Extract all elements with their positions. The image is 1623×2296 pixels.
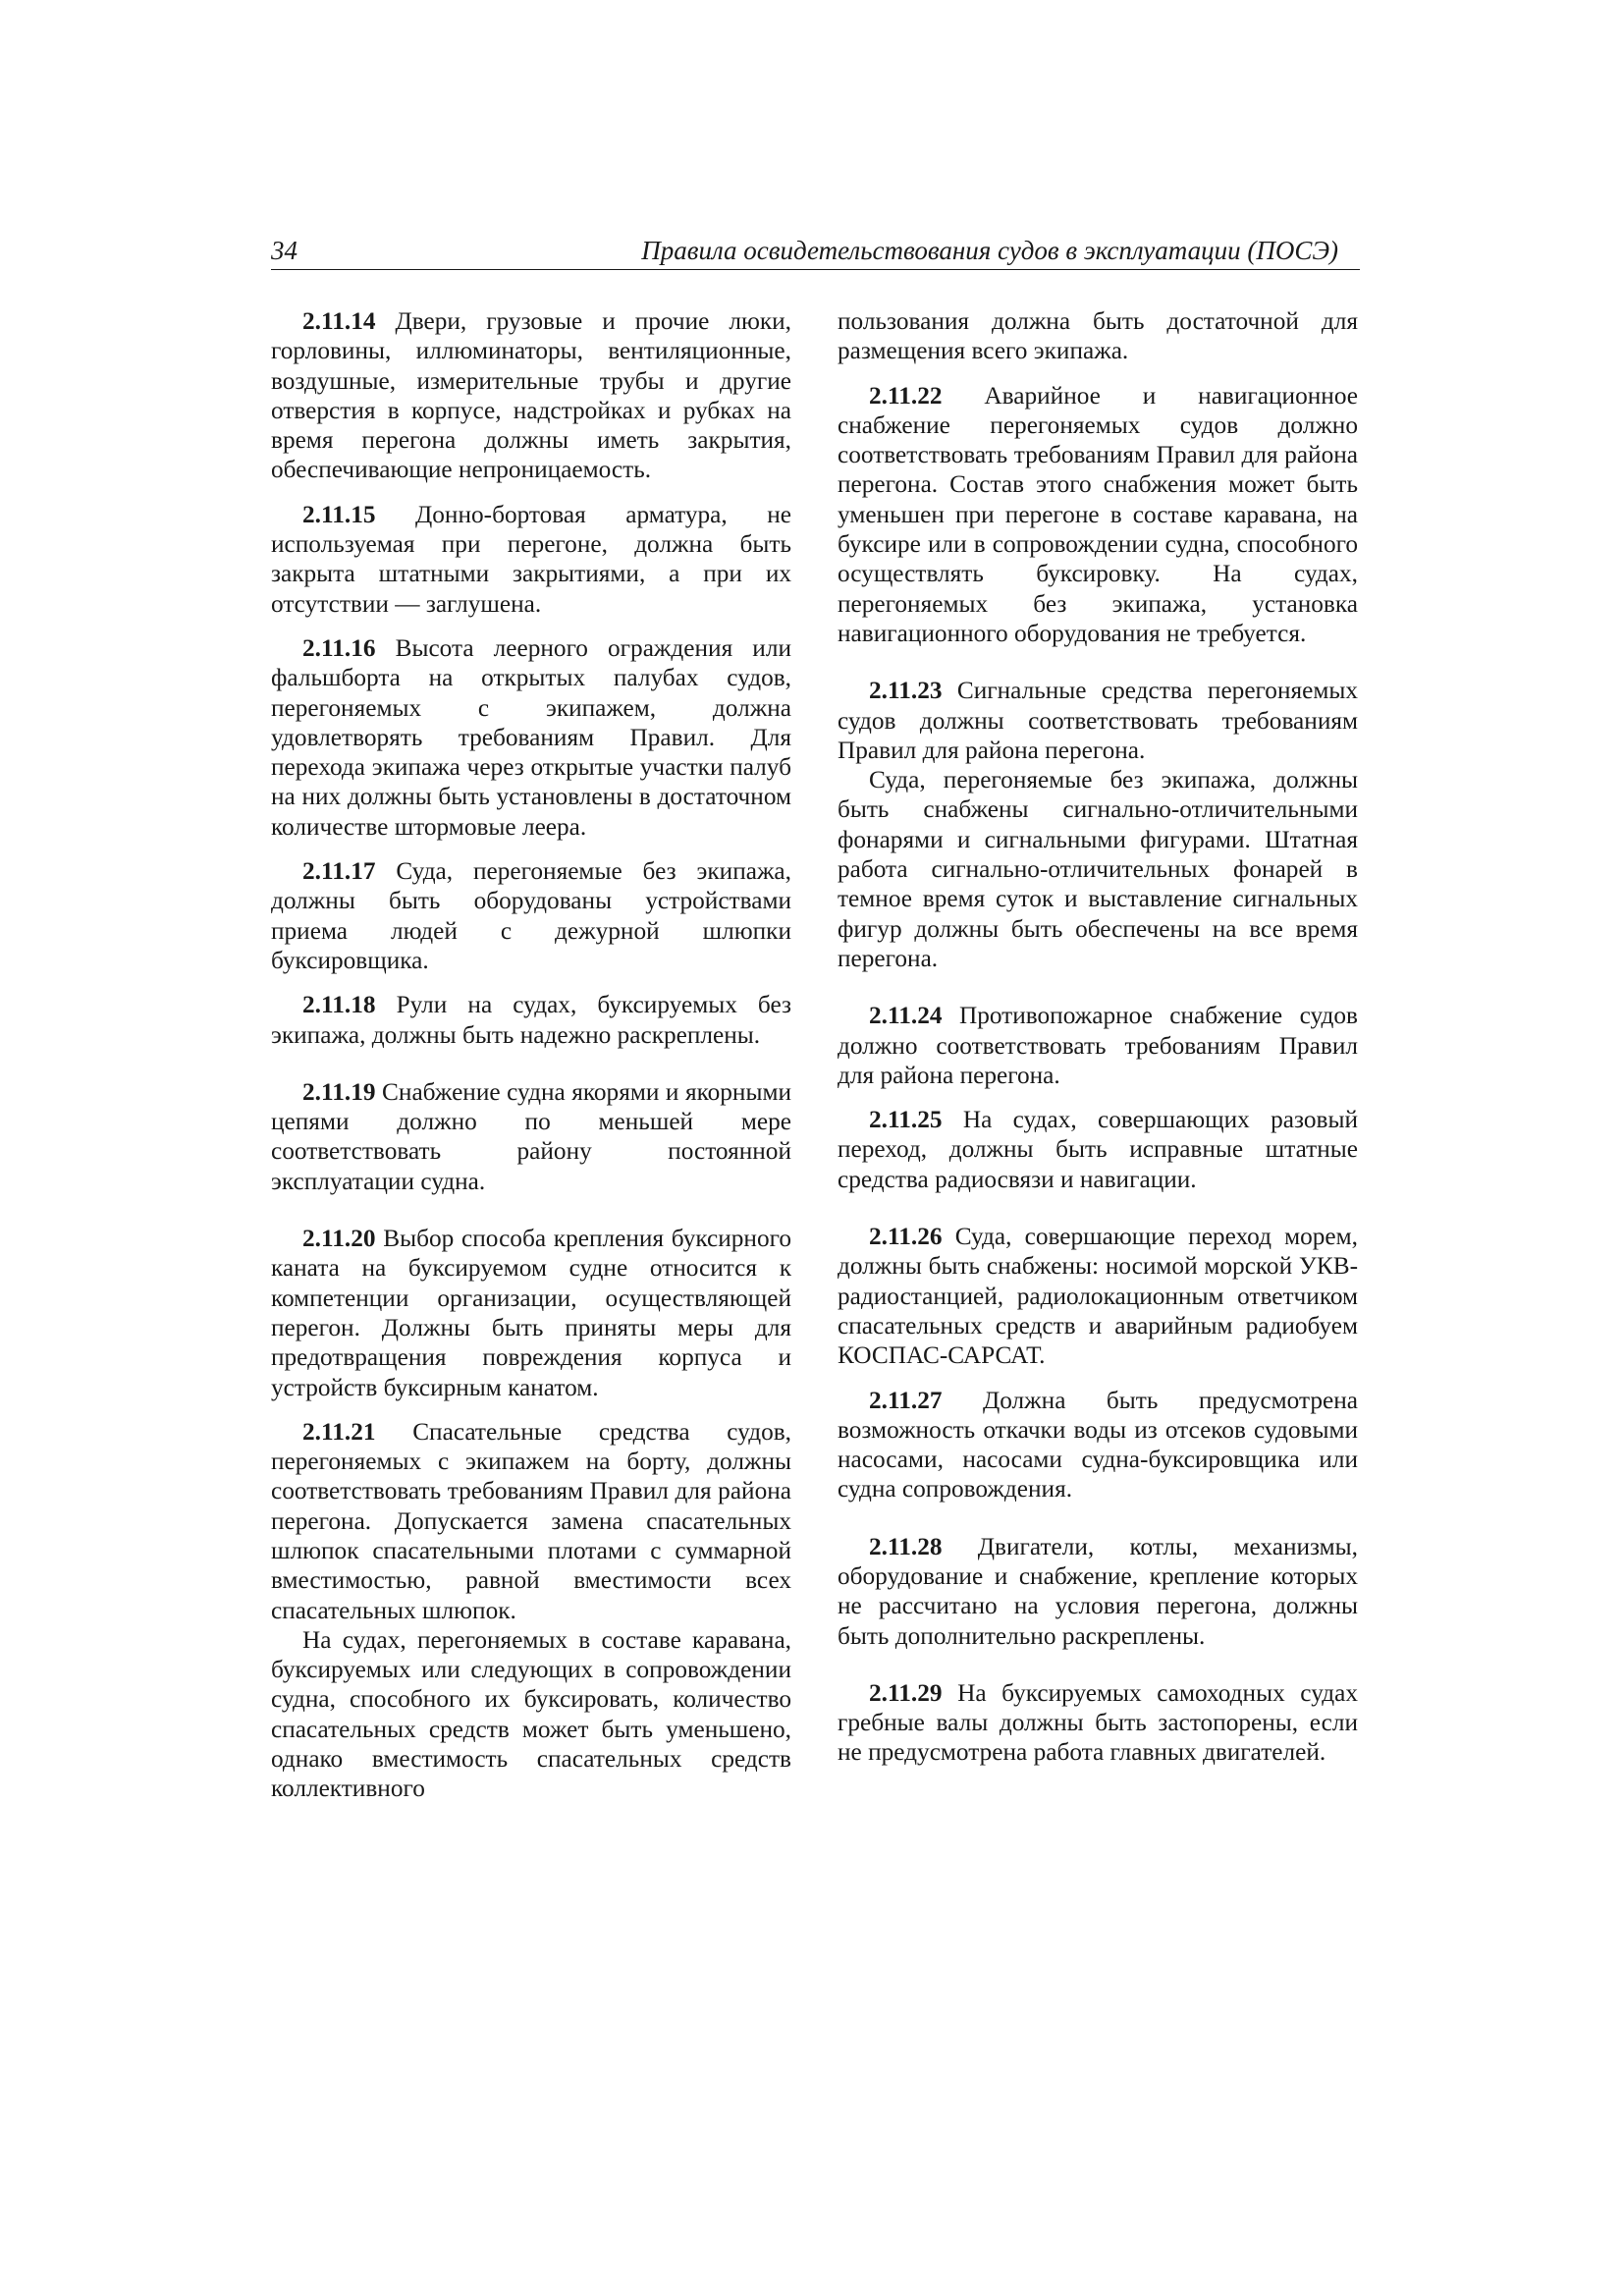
clause-text: пользования должна быть достаточной для размещения всего экипажа.	[838, 307, 1358, 365]
clause-number: 2.11.28	[869, 1532, 943, 1560]
clause-2-11-23	[838, 676, 1358, 765]
clause-text: Снабжение судна якорями и якорными цепями должно по меньшей мере соответствовать району постоянной эксплуатации судна.	[271, 1077, 791, 1195]
clause-number: 2.11.26	[869, 1223, 943, 1251]
clause-number: 2.11.22	[869, 381, 943, 410]
clause-number: 2.11.15	[302, 500, 376, 528]
clause-2-11-27	[838, 1386, 1358, 1504]
clause-text: Двигатели, котлы, механизмы, оборудование и снабжение, крепление которых не рассчитано на условия перегона, должны быть дополнительно раскреплены.	[838, 1532, 1359, 1650]
clause-number: 2.11.17	[302, 857, 376, 886]
clause-2-11-19	[271, 1077, 791, 1196]
clause-2-11-22	[838, 381, 1358, 649]
clause-text: На буксируемых самоходных судах гребные валы должны быть застопорены, если не предусмотрена работа главных двигателей.	[838, 1678, 1358, 1767]
clause-2-11-24	[838, 1001, 1358, 1090]
clause-number: 2.11.18	[302, 991, 376, 1019]
clause-2-11-14	[271, 306, 791, 485]
clause-text: На судах, перегоняемых в составе каравана, буксируемых или следующих в сопровождении судна, способного их буксировать, количество спасательных средств может быть уменьшено, однако вместимость спасательных средств коллективного	[271, 1625, 791, 1803]
clause-2-11-26	[838, 1222, 1358, 1370]
clause-text: Сигнальные средства перегоняемых судов должны соответствовать требованиям Правил для района перегона.	[838, 677, 1359, 764]
clause-text: Выбор способа крепления буксирного каната на буксируемом судне относится к компетенции организации, осуществляющей перегон. Должны быть приняты меры для предотвращения повреждения корпуса и устройств буксирным канатом.	[271, 1225, 791, 1401]
clause-text: Аварийное и навигационное снабжение перегоняемых судов должно соответствовать требованиям Правил для района перегона. Состав этого снабжения может быть уменьшен при перегоне в составе каравана, на буксире или в сопровождении судна, способного осуществлять буксировку. На судах, перегоняемых без экипажа, установка навигационного оборудования не требуется.	[838, 381, 1358, 647]
clause-text: Суда, перегоняемые без экипажа, должны быть снабжены сигнально-отличительными фонарями и сигнальными фигурами. Штатная работа сигнально-отличительных фонарей в темное время суток и выставление сигнальных фигур должны быть обеспечены на все время перегона.	[838, 766, 1358, 972]
clause-2-11-20	[271, 1224, 791, 1402]
clause-2-11-15	[271, 500, 791, 619]
clause-number: 2.11.29	[869, 1678, 943, 1707]
clause-2-11-16	[271, 633, 791, 842]
clause-2-11-25	[838, 1105, 1358, 1194]
clause-number: 2.11.16	[302, 633, 376, 662]
clause-text: На судах, совершающих разовый переход, должны быть исправные штатные средства радиосвязи и навигации.	[838, 1106, 1358, 1193]
clause-number: 2.11.25	[869, 1106, 943, 1134]
clause-text: Спасательные средства судов, перегоняемых с экипажем на борту, должны соответствовать требованиям Правил для района перегона. Допускается замена спасательных шлюпок спасательными плотами с суммарной вместимостью, равной вместимости всех спасательных шлюпок.	[271, 1417, 791, 1624]
clause-2-11-21-continued	[271, 1625, 791, 1804]
clause-2-11-29	[838, 1678, 1358, 1768]
clause-2-11-18	[271, 990, 791, 1050]
clause-2-11-21-tail	[838, 306, 1358, 366]
clause-text: Суда, совершающие переход морем, должны быть снабжены: носимой морской УКВ-радиостанцией, радиолокационным ответчиком спасательных средств и аварийным радиобуем КОСПАС-САРСАТ.	[838, 1223, 1358, 1370]
clause-2-11-17	[271, 856, 791, 975]
running-header	[271, 236, 1360, 270]
clause-2-11-23-continued	[838, 765, 1358, 973]
clause-text: Должна быть предусмотрена возможность откачки воды из отсеков судовыми насосами, насосами судна-буксировщика или судна сопровождения.	[838, 1386, 1358, 1503]
clause-2-11-21	[271, 1417, 791, 1625]
clause-text: Донно-бортовая арматура, не используемая при перегоне, должна быть закрыта штатными закрытиями, а при их отсутствии — заглушена.	[271, 500, 791, 618]
clause-2-11-28	[838, 1532, 1358, 1651]
clause-text: Двери, грузовые и прочие люки, горловины, иллюминаторы, вентиляционные, воздушные, измерительные трубы и другие отверстия в корпусе, надстройках и рубках на время перегона должны иметь закрытия, обеспечивающие непроницаемость.	[271, 307, 791, 484]
left-column	[271, 306, 791, 1804]
page-number: 34	[271, 236, 298, 265]
clause-number: 2.11.14	[302, 307, 376, 335]
right-column	[838, 306, 1358, 1782]
clause-number: 2.11.21	[302, 1417, 376, 1446]
clause-text: Противопожарное снабжение судов должно соответствовать требованиям Правил для района перегона.	[838, 1002, 1358, 1089]
clause-text: Суда, перегоняемые без экипажа, должны быть оборудованы устройствами приема людей с дежурной шлюпки буксировщика.	[271, 857, 791, 974]
running-title: Правила освидетельствования судов в эксплуатации (ПОСЭ)	[641, 236, 1338, 265]
clause-number: 2.11.24	[869, 1002, 943, 1030]
clause-text: Рули на судах, буксируемых без экипажа, должны быть надежно раскреплены.	[271, 991, 791, 1049]
clause-number: 2.11.23	[869, 677, 943, 705]
clause-number: 2.11.20	[302, 1225, 376, 1253]
clause-number: 2.11.19	[302, 1077, 376, 1106]
clause-number: 2.11.27	[869, 1386, 943, 1414]
clause-text: Высота леерного ограждения или фальшборта на открытых палубах судов, перегоняемых с экипажем, должна удовлетворять требованиям Правил. Для перехода экипажа через открытые участки палуб на них должны быть установлены в достаточном количестве штормовые леера.	[271, 633, 791, 841]
